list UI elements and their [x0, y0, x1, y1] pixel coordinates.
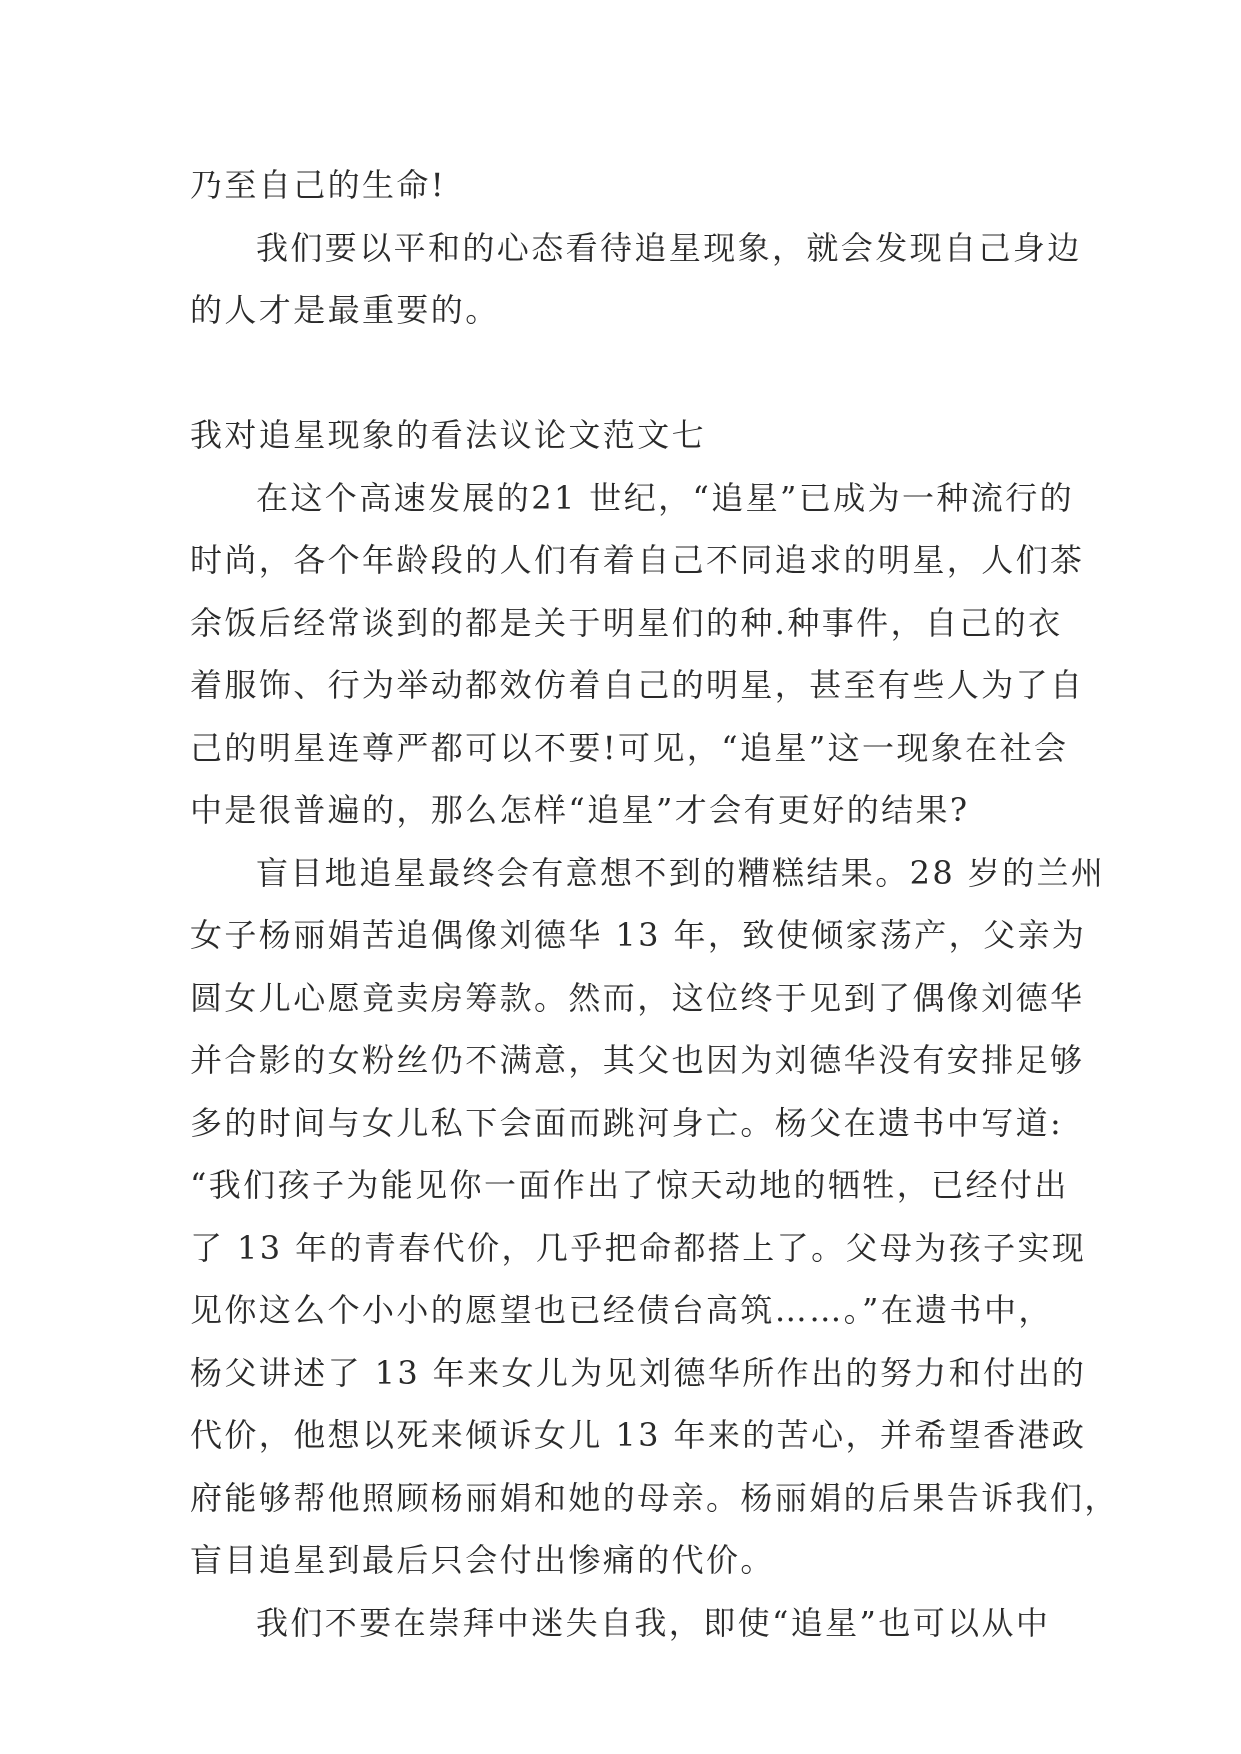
text-line: 盲目追星到最后只会付出惨痛的代价。	[190, 1541, 775, 1579]
text-line: 并合影的女粉丝仍不满意，其父也因为刘德华没有安排足够	[190, 1041, 1085, 1079]
text-line: 府能够帮他照顾杨丽娟和她的母亲。杨丽娟的后果告诉我们，	[190, 1478, 1119, 1517]
text-line: 见你这么个小小的愿望也已经债台高筑……。”在遗书中，	[190, 1291, 1053, 1329]
text-line: 了 13 年的青春代价，几乎把命都搭上了。父母为孩子实现	[190, 1228, 1087, 1267]
text-line: 圆女儿心愿竟卖房筹款。然而，这位终于见到了偶像刘德华	[190, 978, 1085, 1017]
document-page	[190, 160, 1119, 1660]
paragraph-start-line: 我们要以平和的心态看待追星现象，就会发现自己身边	[256, 228, 1082, 267]
text-line: 乃至自己的生命!	[190, 166, 447, 204]
text-line: 余饭后经常谈到的都是关于明星们的种.种事件，自己的衣	[190, 603, 1063, 642]
paragraph-start-line: 在这个高速发展的21 世纪，“追星”已成为一种流行的	[256, 478, 1075, 517]
text-line: 时尚，各个年龄段的人们有着自己不同追求的明星，人们茶	[190, 541, 1085, 579]
text-line: 的人才是最重要的。	[190, 291, 500, 329]
text-line: 杨父讲述了 13 年来女儿为见刘德华所作出的努力和付出的	[190, 1353, 1087, 1392]
text-line: 着服饰、行为举动都效仿着自己的明星，甚至有些人为了自	[190, 666, 1085, 704]
text-line: 代价，他想以死来倾诉女儿 13 年来的苦心，并希望香港政	[190, 1416, 1087, 1454]
text-line: 多的时间与女儿私下会面而跳河身亡。杨父在遗书中写道:	[190, 1103, 1064, 1142]
blank-line	[190, 348, 1050, 398]
text-line: 中是很普遍的，那么怎样“追星”才会有更好的结果?	[190, 791, 970, 829]
paragraph-start-line: 盲目地追星最终会有意想不到的糟糕结果。28 岁的兰州	[256, 853, 1106, 892]
section-heading: 我对追星现象的看法议论文范文七	[190, 416, 707, 454]
text-line: 女子杨丽娟苦追偶像刘德华 13 年，致使倾家荡产，父亲为	[190, 916, 1087, 954]
text-line: 己的明星连尊严都可以不要!可见，“追星”这一现象在社会	[190, 728, 1069, 767]
paragraph-start-line: 我们不要在崇拜中迷失自我，即使“追星”也可以从中	[256, 1603, 1051, 1642]
text-line: “我们孩子为能见你一面作出了惊天动地的牺牲，已经付出	[190, 1166, 1069, 1204]
